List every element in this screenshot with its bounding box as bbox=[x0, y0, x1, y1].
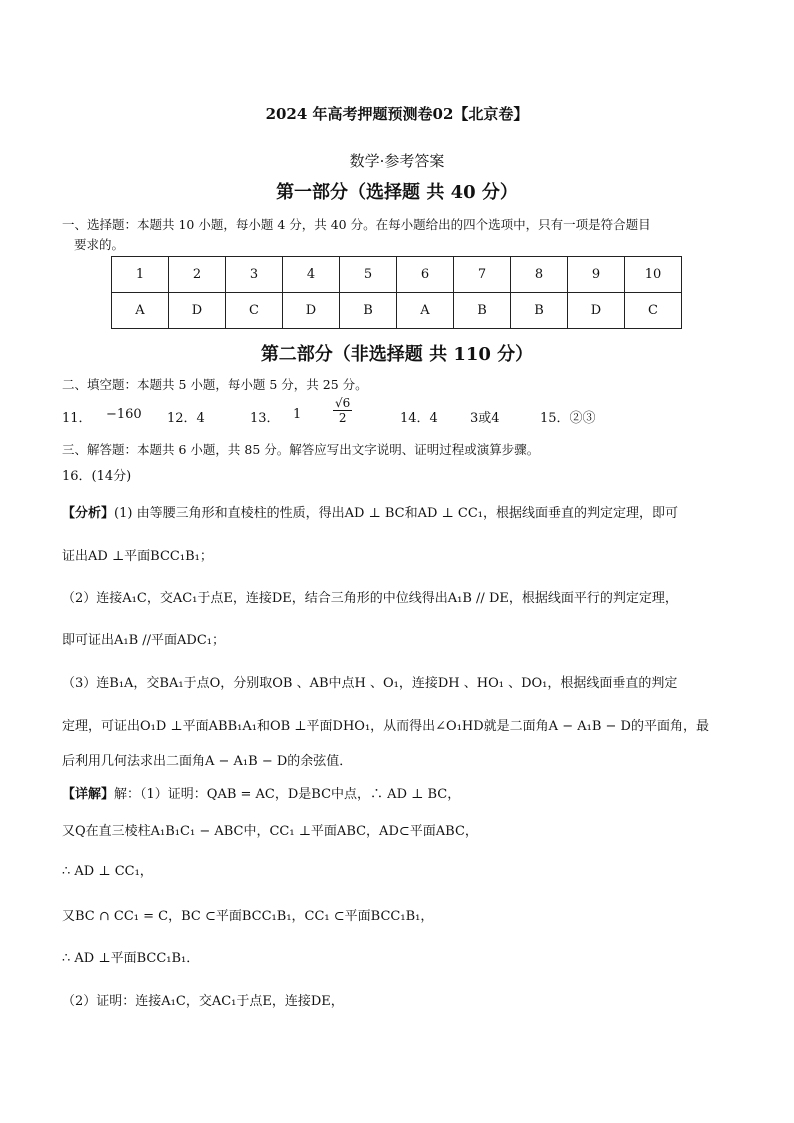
analysis-line-2: 证出AD ⊥平面BCC₁B₁； bbox=[62, 549, 213, 564]
fill-answer-11-label: 11． bbox=[62, 411, 92, 426]
analysis-line-6: 定理，可证出O₁D ⊥平面ABB₁A₁和OB ⊥平面DHO₁，从而得出∠O₁HD就是二面角A − A₁B − D的平面角，最 bbox=[62, 719, 709, 734]
table-cell: 4 bbox=[283, 257, 340, 293]
page-subtitle: 数学·参考答案 bbox=[349, 152, 445, 170]
detail-line-6: （2）证明：连接A₁C，交AC₁于点E，连接DE， bbox=[62, 994, 344, 1009]
page-title: 2024 年高考押题预测卷02【北京卷】 bbox=[265, 105, 529, 123]
answer-table bbox=[111, 256, 682, 329]
table-cell: 8 bbox=[511, 257, 568, 293]
analysis-line-5: （3）连B₁A，交BA₁于点O，分别取OB 、AB中点H 、O₁，连接DH 、HO₁ 、DO₁，根据线面垂直的判定 bbox=[62, 676, 678, 691]
section2-heading: 二、填空题：本题共 5 小题，每小题 5 分，共 25 分。 bbox=[62, 377, 368, 392]
analysis-tag: 【分析】 bbox=[62, 506, 115, 521]
table-cell: C bbox=[625, 293, 682, 329]
fill-answer-12: 12．4 bbox=[167, 411, 205, 426]
analysis-text: (1) 由等腰三角形和直棱柱的性质，得出AD ⊥ BC和AD ⊥ CC₁，根据线面垂直的判定定理，即可 bbox=[114, 506, 679, 521]
fill-answer-11-value: −160 bbox=[106, 407, 142, 422]
part2-heading: 第二部分（非选择题 共 110 分） bbox=[260, 344, 534, 365]
detail-line-1 bbox=[62, 783, 460, 802]
table-cell: D bbox=[169, 293, 226, 329]
table-cell: B bbox=[340, 293, 397, 329]
analysis-line-7: 后利用几何法求出二面角A − A₁B − D的余弦值． bbox=[62, 754, 353, 769]
section1-instructions-line2: 要求的。 bbox=[74, 237, 125, 252]
analysis-line-1 bbox=[62, 502, 678, 521]
table-cell: A bbox=[112, 293, 169, 329]
part1-heading: 第一部分（选择题 共 40 分） bbox=[276, 182, 518, 203]
detail-line-4: 又BC ∩ CC₁ = C，BC ⊂平面BCC₁B₁，CC₁ ⊂平面BCC₁B₁， bbox=[62, 909, 434, 924]
table-cell: D bbox=[283, 293, 340, 329]
answer-table-answer-row bbox=[112, 293, 682, 329]
table-cell: B bbox=[511, 293, 568, 329]
table-cell: 1 bbox=[112, 257, 169, 293]
fill-answer-13-fraction bbox=[333, 396, 352, 425]
fill-answer-13-value: 1 bbox=[293, 407, 302, 422]
answer-table-number-row bbox=[112, 257, 682, 293]
fill-answer-14-extra: 3或4 bbox=[470, 411, 500, 426]
detail-text: 解：（1）证明：QAB = AC，D是BC中点，∴ AD ⊥ BC， bbox=[114, 787, 461, 802]
detail-tag: 【详解】 bbox=[62, 787, 115, 802]
table-cell: 10 bbox=[625, 257, 682, 293]
detail-line-5: ∴ AD ⊥平面BCC₁B₁． bbox=[62, 951, 200, 966]
section3-heading: 三、解答题：本题共 6 小题，共 85 分。解答应写出文字说明、证明过程或演算步骤。 bbox=[62, 442, 540, 457]
table-cell: C bbox=[226, 293, 283, 329]
table-cell: 3 bbox=[226, 257, 283, 293]
analysis-line-3: （2）连接A₁C，交AC₁于点E，连接DE，结合三角形的中位线得出A₁B // DE，根据线面平行的判定定理， bbox=[62, 591, 678, 606]
table-cell: B bbox=[454, 293, 511, 329]
table-cell: 7 bbox=[454, 257, 511, 293]
question-16-label: 16．(14分) bbox=[62, 469, 132, 484]
table-cell: 2 bbox=[169, 257, 226, 293]
fraction-numerator: √6 bbox=[335, 396, 351, 410]
fill-answer-14: 14．4 bbox=[400, 411, 438, 426]
table-cell: 9 bbox=[568, 257, 625, 293]
table-cell: D bbox=[568, 293, 625, 329]
detail-line-2: 又Q在直三棱柱A₁B₁C₁ − ABC中，CC₁ ⊥平面ABC，AD⊂平面ABC， bbox=[62, 824, 478, 839]
fraction-denominator: 2 bbox=[338, 411, 347, 425]
table-cell: A bbox=[397, 293, 454, 329]
detail-line-3: ∴ AD ⊥ CC₁， bbox=[62, 864, 153, 879]
fill-answer-15: 15．②③ bbox=[540, 411, 596, 426]
fill-answer-13-label: 13． bbox=[250, 411, 280, 426]
table-cell: 5 bbox=[340, 257, 397, 293]
table-cell: 6 bbox=[397, 257, 454, 293]
section1-instructions-line1: 一、选择题：本题共 10 小题，每小题 4 分，共 40 分。在每小题给出的四个选项中，只有一项是符合题目 bbox=[62, 217, 651, 232]
analysis-line-4: 即可证出A₁B //平面ADC₁； bbox=[62, 633, 226, 648]
